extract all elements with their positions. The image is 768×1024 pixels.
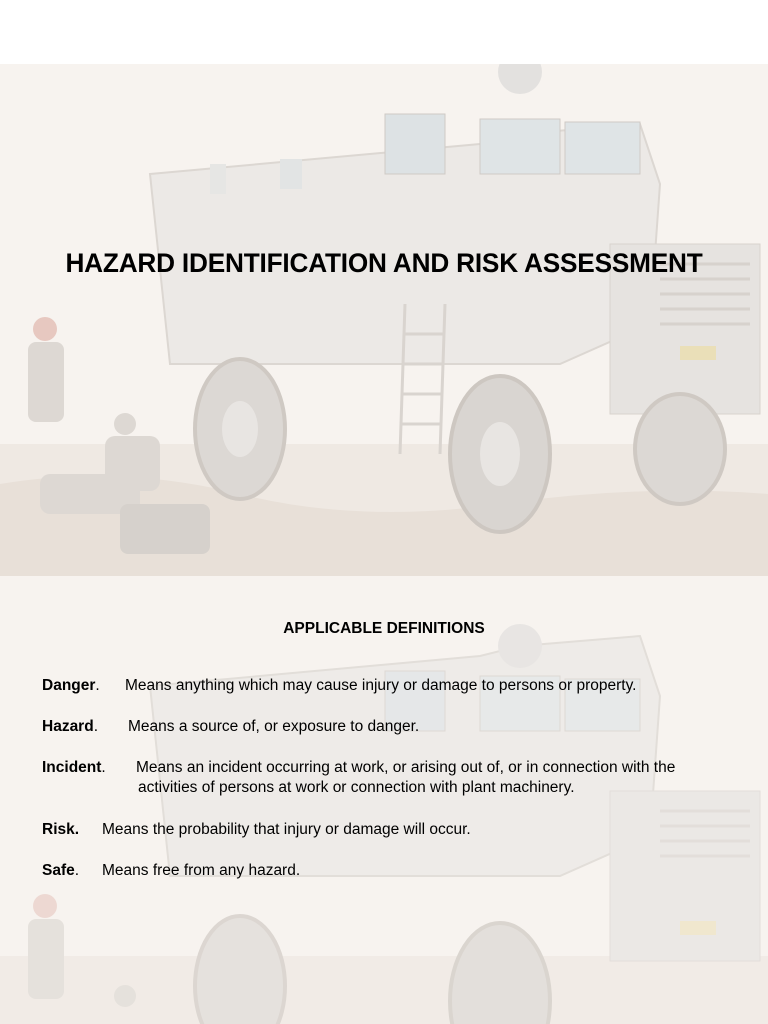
definition-text: Means free from any hazard. [102, 862, 301, 879]
definition-danger [42, 676, 637, 696]
definitions-heading: APPLICABLE DEFINITIONS [283, 620, 485, 637]
title-slide [0, 64, 768, 576]
definition-hazard [42, 717, 420, 737]
definition-incident [42, 758, 676, 796]
definition-text: Means the probability that injury or damage will occur. [102, 821, 471, 838]
term-punctuation: . [93, 718, 98, 735]
definition-text: Means anything which may cause injury or damage to persons or property. [125, 677, 637, 694]
definition-term: Hazard [42, 718, 94, 735]
term-punctuation: . [95, 677, 100, 694]
definition-safe [42, 861, 301, 881]
definition-text: Means a source of, or exposure to danger. [128, 718, 420, 735]
armored-vehicle-background-image [0, 576, 768, 1024]
definitions-slide [0, 576, 768, 1024]
definition-risk [42, 820, 471, 840]
definition-text-continued: activities of persons at work or connection with plant machinery. [138, 779, 575, 796]
definition-term: Danger [42, 677, 96, 694]
definition-term: Safe [42, 862, 75, 879]
definition-term: Risk [42, 821, 75, 838]
definition-text: Means an incident occurring at work, or arising out of, or in connection with the [136, 759, 676, 776]
definition-term: Incident [42, 759, 102, 776]
term-punctuation: . [74, 821, 80, 838]
armored-vehicle-background-image [0, 64, 768, 576]
term-punctuation: . [101, 759, 106, 776]
slide-title: HAZARD IDENTIFICATION AND RISK ASSESSMENT [65, 248, 703, 278]
term-punctuation: . [74, 862, 80, 879]
